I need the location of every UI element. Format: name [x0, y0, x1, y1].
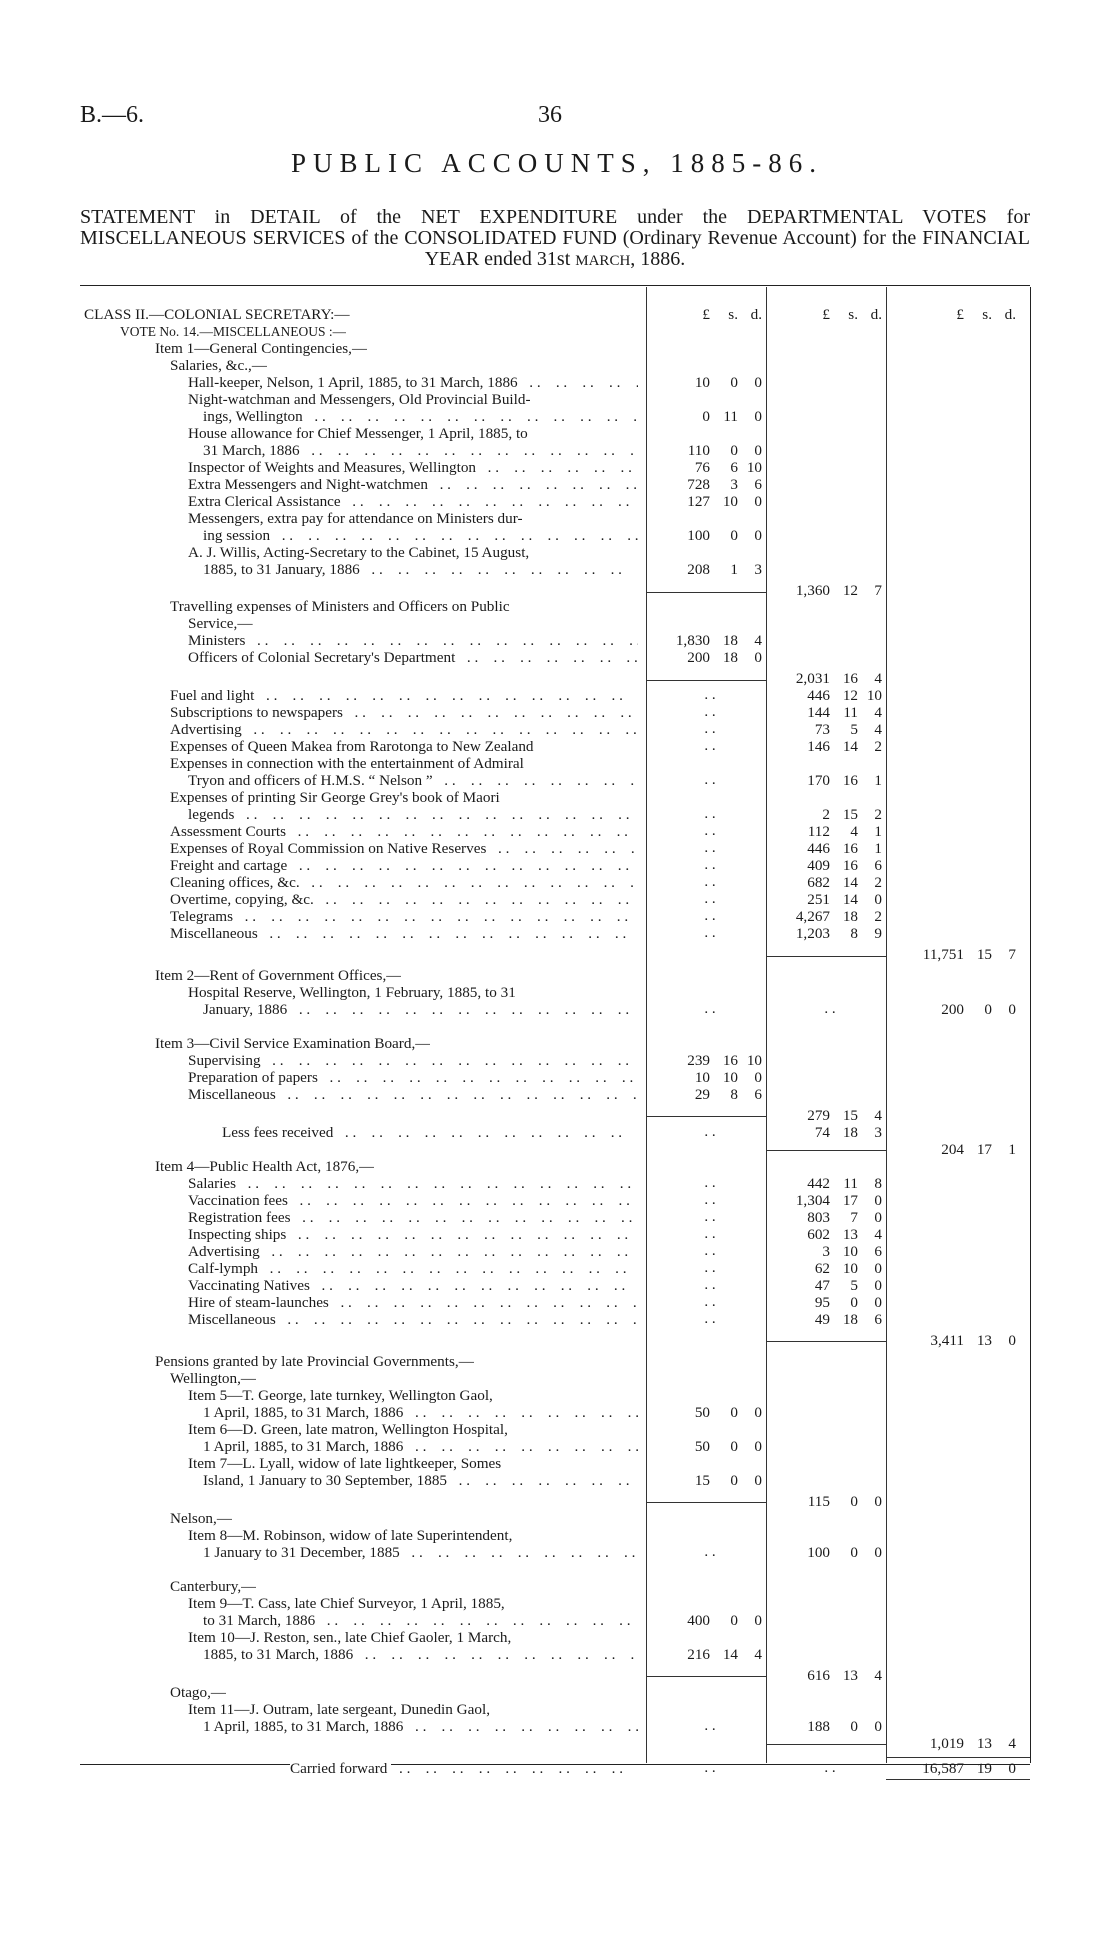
table-row — [0, 1277, 1114, 1294]
row-label: 1885, to 31 March, 1886 . . — [203, 1646, 638, 1663]
empty-cell-leader: . . — [704, 1175, 716, 1191]
subtotal-rule — [886, 1757, 1030, 1758]
amount-column-1: 216 14 4 — [687, 1646, 762, 1663]
row-label: Nelson,— — [170, 1510, 233, 1527]
amount-column-1: 208 1 3 — [687, 561, 762, 578]
row-label: Item 5—T. George, late turnkey, Wellington Gaol, — [188, 1387, 493, 1404]
row-label: Service,— — [188, 615, 253, 632]
row-label: Cleaning offices, &c. . . — [170, 874, 638, 891]
amount-column-1: 728 3 6 — [687, 476, 762, 493]
row-label: Expenses of printing Sir George Grey's book of Maori — [170, 789, 500, 806]
row-label: Supervising . . — [188, 1052, 638, 1069]
row-label: Vaccinating Natives . . — [188, 1277, 638, 1294]
row-label: Otago,— — [170, 1684, 227, 1701]
amount-column-2: 170 16 1 — [807, 772, 882, 789]
row-label: Travelling expenses of Ministers and Officers on Public — [170, 598, 510, 615]
row-label: A. J. Willis, Acting-Secretary to the Cabinet, 15 August, — [188, 544, 530, 561]
empty-cell-leader: . . — [704, 1209, 716, 1225]
amount-column-2: 74 18 3 — [814, 1124, 882, 1141]
amount-column-1: 127 10 0 — [687, 493, 762, 510]
row-label: 1 January to 31 December, 1885 . . — [203, 1544, 638, 1561]
amount-column-1: 100 0 0 — [687, 527, 762, 544]
empty-cell-leader: . . — [704, 891, 716, 907]
subtotal-rule — [886, 1779, 1030, 1780]
table-row — [0, 425, 1114, 442]
table-row — [0, 1370, 1114, 1387]
table-row — [0, 1578, 1114, 1595]
amount-column-2: 3 10 6 — [822, 1243, 882, 1260]
empty-cell-leader: . . — [704, 1243, 716, 1259]
table-row — [0, 615, 1114, 632]
empty-cell-leader: . . — [704, 806, 716, 822]
row-label: Preparation of papers . . — [188, 1069, 638, 1086]
table-row — [0, 1353, 1114, 1370]
row-label: Ministers . . — [188, 632, 638, 649]
table-row — [0, 1612, 1114, 1629]
amount-column-2: 95 0 0 — [814, 1294, 882, 1311]
empty-cell-leader: . . — [824, 1760, 836, 1776]
amount-column-3: 200 0 0 — [941, 1001, 1016, 1018]
table-row — [0, 1455, 1114, 1472]
amount-column-2: 2,031 16 4 — [795, 670, 882, 687]
empty-cell-leader: . . — [704, 840, 716, 856]
empty-cell-leader: . . — [704, 1760, 716, 1776]
row-label: CLASS II.—COLONIAL SECRETARY:— — [84, 306, 350, 323]
row-label: Fuel and light . . — [170, 687, 638, 704]
page-number: 36 — [538, 102, 562, 128]
row-label: ings, Wellington . . — [203, 408, 638, 425]
subtotal-rule — [646, 680, 766, 681]
table-row — [0, 857, 1114, 874]
empty-cell-leader: . . — [704, 772, 716, 788]
empty-cell-leader: . . — [704, 908, 716, 924]
table-row — [0, 1629, 1114, 1646]
table-row — [0, 755, 1114, 772]
subtotal-rule — [766, 956, 886, 957]
row-label: Item 8—M. Robinson, widow of late Superintendent, — [188, 1527, 513, 1544]
amount-column-2: 146 14 2 — [807, 738, 882, 755]
row-label: January, 1886 . . — [203, 1001, 638, 1018]
row-label: Telegrams . . — [170, 908, 638, 925]
amount-column-1: 0 11 0 — [702, 408, 762, 425]
table-row — [0, 891, 1114, 908]
amount-column-1: 50 0 0 — [694, 1404, 762, 1421]
table-row — [0, 544, 1114, 561]
row-label: Inspector of Weights and Measures, Wellington . . — [188, 459, 638, 476]
amount-column-2: 803 7 0 — [807, 1209, 882, 1226]
table-row — [0, 704, 1114, 721]
row-label: Miscellaneous . . — [188, 1086, 638, 1103]
amount-column-2: 49 18 6 — [814, 1311, 882, 1328]
row-label: Less fees received . . — [222, 1124, 638, 1141]
table-row — [0, 1243, 1114, 1260]
table-row — [0, 789, 1114, 806]
table-row — [0, 1472, 1114, 1489]
table-row — [0, 374, 1114, 391]
table-row — [0, 649, 1114, 666]
amount-column-1: 15 0 0 — [694, 1472, 762, 1489]
amount-column-3: 1,019 13 4 — [929, 1735, 1016, 1752]
table-row — [0, 598, 1114, 615]
row-label: Extra Messengers and Night-watchmen . . — [188, 476, 638, 493]
row-label: legends . . — [188, 806, 638, 823]
table-row — [0, 1052, 1114, 1069]
amount-column-2: 682 14 2 — [807, 874, 882, 891]
amount-column-2: 47 5 0 — [814, 1277, 882, 1294]
row-label: Overtime, copying, &c. . . — [170, 891, 638, 908]
row-label: Salaries, &c.,— — [170, 357, 268, 374]
amount-column-1: 10 0 0 — [694, 374, 762, 391]
row-label: Tryon and officers of H.M.S. “ Nelson ” . . — [188, 772, 638, 789]
subtotal-rule — [646, 1502, 766, 1503]
amount-column-1: 1,830 18 4 — [675, 632, 762, 649]
row-label: Advertising . . — [188, 1243, 638, 1260]
row-label: Carried forward . . — [290, 1760, 638, 1777]
row-label: Item 2—Rent of Government Offices,— — [155, 967, 402, 984]
empty-cell-leader: . . — [704, 1294, 716, 1310]
table-row — [0, 1175, 1114, 1192]
table-row — [0, 1260, 1114, 1277]
table-row — [0, 306, 1114, 323]
row-label: ing session . . — [203, 527, 638, 544]
table-row — [0, 772, 1114, 789]
table-row — [0, 1209, 1114, 1226]
row-label: 1 April, 1885, to 31 March, 1886 . . — [203, 1404, 638, 1421]
amount-column-1: 29 8 6 — [694, 1086, 762, 1103]
row-label: Extra Clerical Assistance . . — [188, 493, 638, 510]
amount-column-2: 188 0 0 — [807, 1718, 882, 1735]
table-row — [0, 1544, 1114, 1561]
row-label: Pensions granted by late Provincial Governments,— — [155, 1353, 474, 1370]
table-row — [0, 840, 1114, 857]
table-row — [0, 806, 1114, 823]
amount-column-2: 2 15 2 — [822, 806, 882, 823]
empty-cell-leader: . . — [704, 704, 716, 720]
row-label: Calf-lymph . . — [188, 1260, 638, 1277]
row-label: Officers of Colonial Secretary's Department . . — [188, 649, 638, 666]
table-row — [0, 1438, 1114, 1455]
amount-column-2: 616 13 4 — [807, 1667, 882, 1684]
row-label: Expenses of Queen Makea from Rarotonga to New Zealand — [170, 738, 534, 755]
empty-cell-leader: . . — [704, 823, 716, 839]
row-label: Assessment Courts . . — [170, 823, 638, 840]
row-label: Inspecting ships . . — [188, 1226, 638, 1243]
table-row — [0, 357, 1114, 374]
row-label: Night-watchman and Messengers, Old Provincial Build- — [188, 391, 531, 408]
table-row — [0, 1069, 1114, 1086]
column-heading-1: £ s. d. — [702, 306, 762, 323]
table-row — [0, 925, 1114, 942]
subtotal-rule — [766, 1341, 886, 1342]
subtotal-rule — [766, 1744, 886, 1745]
row-label: Canterbury,— — [170, 1578, 257, 1595]
table-row — [0, 908, 1114, 925]
row-label: Island, 1 January to 30 September, 1885 . . — [203, 1472, 638, 1489]
amount-column-1: 239 16 10 — [687, 1052, 762, 1069]
table-row — [0, 323, 1114, 340]
table-row — [0, 510, 1114, 527]
amount-column-1: 50 0 0 — [694, 1438, 762, 1455]
amount-column-2: 251 14 0 — [807, 891, 882, 908]
table-row — [0, 1226, 1114, 1243]
row-label: Wellington,— — [170, 1370, 257, 1387]
row-label: 1 April, 1885, to 31 March, 1886 . . — [203, 1718, 638, 1735]
empty-cell-leader: . . — [704, 1544, 716, 1560]
empty-cell-leader: . . — [704, 721, 716, 737]
row-label: Miscellaneous . . — [188, 1311, 638, 1328]
row-label: Miscellaneous . . — [170, 925, 638, 942]
table-row — [0, 687, 1114, 704]
statement-heading: STATEMENT in DETAIL of the NET EXPENDITURE under the DEPARTMENTAL VOTES for MISCELLANEOUS SERVICES of the CONSOLIDATED FUND (Ordinary Revenue Account) for the FINANCIAL YEAR ended 31st MARCH, 1886. — [80, 206, 1030, 270]
row-label: 31 March, 1886 . . — [203, 442, 638, 459]
empty-cell-leader: . . — [704, 1001, 716, 1017]
document-reference: B.—6. — [80, 102, 145, 128]
amount-column-3: 16,587 19 0 — [922, 1760, 1016, 1777]
subtotal-rule — [646, 1676, 766, 1677]
amount-column-2: 100 0 0 — [807, 1544, 882, 1561]
table-row — [0, 408, 1114, 425]
table-row — [0, 1387, 1114, 1404]
amount-column-1: 76 6 10 — [694, 459, 762, 476]
table-row — [0, 1646, 1114, 1663]
row-label: to 31 March, 1886 . . — [203, 1612, 638, 1629]
empty-cell-leader: . . — [704, 857, 716, 873]
row-label: Hall-keeper, Nelson, 1 April, 1885, to 31 March, 1886 . . — [188, 374, 638, 391]
table-row — [0, 823, 1114, 840]
subtotal-rule — [646, 1116, 766, 1117]
amount-column-2: 62 10 0 — [814, 1260, 882, 1277]
row-label: Salaries . . — [188, 1175, 638, 1192]
row-label: Hire of steam-launches . . — [188, 1294, 638, 1311]
amount-column-2: 279 15 4 — [807, 1107, 882, 1124]
amount-column-2: 73 5 4 — [814, 721, 882, 738]
amount-column-3: 3,411 13 0 — [930, 1332, 1016, 1349]
table-row — [0, 340, 1114, 357]
amount-column-1: 200 18 0 — [687, 649, 762, 666]
table-row — [0, 442, 1114, 459]
row-label: Item 1—General Contingencies,— — [155, 340, 368, 357]
table-row — [0, 527, 1114, 544]
row-label: Item 9—T. Cass, late Chief Surveyor, 1 April, 1885, — [188, 1595, 505, 1612]
row-label: 1885, to 31 January, 1886 . . — [203, 561, 638, 578]
table-row — [0, 1158, 1114, 1175]
row-label: Item 3—Civil Service Examination Board,— — [155, 1035, 431, 1052]
empty-cell-leader: . . — [704, 1124, 716, 1140]
table-row — [0, 493, 1114, 510]
amount-column-3: 204 17 1 — [941, 1141, 1016, 1158]
subtotal-rule — [766, 1150, 886, 1151]
table-row — [0, 476, 1114, 493]
table-row — [0, 721, 1114, 738]
amount-column-2: 442 11 8 — [807, 1175, 882, 1192]
row-label: Item 6—D. Green, late matron, Wellington Hospital, — [188, 1421, 508, 1438]
table-row — [0, 1527, 1114, 1544]
amount-column-2: 409 16 6 — [807, 857, 882, 874]
column-heading-3: £ s. d. — [956, 306, 1016, 323]
empty-cell-leader: . . — [704, 738, 716, 754]
amount-column-2: 446 16 1 — [807, 840, 882, 857]
table-row — [0, 459, 1114, 476]
page-title: PUBLIC ACCOUNTS, 1885-86. — [290, 148, 824, 178]
table-row — [0, 1294, 1114, 1311]
empty-cell-leader: . . — [824, 1001, 836, 1017]
table-row — [0, 1701, 1114, 1718]
table-row — [0, 1718, 1114, 1735]
amount-column-2: 1,360 12 7 — [795, 582, 882, 599]
subtotal-rule — [646, 592, 766, 593]
table-row — [0, 1311, 1114, 1328]
amount-column-2: 112 4 1 — [807, 823, 882, 840]
empty-cell-leader: . . — [704, 1192, 716, 1208]
table-row — [0, 561, 1114, 578]
table-row — [0, 1421, 1114, 1438]
table-row — [0, 1035, 1114, 1052]
table-row — [0, 967, 1114, 984]
amount-column-3: 11,751 15 7 — [922, 946, 1016, 963]
table-row — [0, 1404, 1114, 1421]
row-label: Item 11—J. Outram, late sergeant, Dunedin Gaol, — [188, 1701, 490, 1718]
row-label: Hospital Reserve, Wellington, 1 February, 1885, to 31 — [188, 984, 516, 1001]
row-label: Item 4—Public Health Act, 1876,— — [155, 1158, 375, 1175]
empty-cell-leader: . . — [704, 1226, 716, 1242]
empty-cell-leader: . . — [704, 1718, 716, 1734]
row-label: Messengers, extra pay for attendance on Ministers dur- — [188, 510, 523, 527]
table-row — [0, 1684, 1114, 1701]
empty-cell-leader: . . — [704, 925, 716, 941]
table-row — [0, 1192, 1114, 1209]
amount-column-2: 602 13 4 — [807, 1226, 882, 1243]
row-label: VOTE No. 14.—MISCELLANEOUS :— — [120, 324, 347, 339]
table-row — [0, 632, 1114, 649]
row-label: Item 10—J. Reston, sen., late Chief Gaoler, 1 March, — [188, 1629, 512, 1646]
table-row — [0, 1510, 1114, 1527]
row-label: Subscriptions to newspapers . . — [170, 704, 638, 721]
table-row — [0, 984, 1114, 1001]
row-label: Expenses of Royal Commission on Native Reserves . . — [170, 840, 638, 857]
empty-cell-leader: . . — [704, 874, 716, 890]
amount-column-1: 10 10 0 — [694, 1069, 762, 1086]
row-label: Freight and cartage . . — [170, 857, 638, 874]
row-label: Item 7—L. Lyall, widow of late lightkeeper, Somes — [188, 1455, 502, 1472]
row-label: Advertising . . — [170, 721, 638, 738]
amount-column-2: 1,304 17 0 — [795, 1192, 882, 1209]
table-row — [0, 1595, 1114, 1612]
column-heading-2: £ s. d. — [822, 306, 882, 323]
amount-column-2: 4,267 18 2 — [795, 908, 882, 925]
row-label: Registration fees . . — [188, 1209, 638, 1226]
amount-column-2: 446 12 10 — [807, 687, 882, 704]
row-label: 1 April, 1885, to 31 March, 1886 . . — [203, 1438, 638, 1455]
amount-column-2: 1,203 8 9 — [795, 925, 882, 942]
empty-cell-leader: . . — [704, 1311, 716, 1327]
table-row — [0, 738, 1114, 755]
row-label: Expenses in connection with the entertainment of Admiral — [170, 755, 524, 772]
empty-cell-leader: . . — [704, 687, 716, 703]
amount-column-2: 144 11 4 — [807, 704, 882, 721]
empty-cell-leader: . . — [704, 1260, 716, 1276]
table-row — [0, 1086, 1114, 1103]
table-row — [0, 874, 1114, 891]
table-row — [0, 391, 1114, 408]
row-label: Vaccination fees . . — [188, 1192, 638, 1209]
row-label: House allowance for Chief Messenger, 1 April, 1885, to — [188, 425, 528, 442]
empty-cell-leader: . . — [704, 1277, 716, 1293]
table-row — [0, 1124, 1114, 1141]
amount-column-1: 400 0 0 — [687, 1612, 762, 1629]
amount-column-2: 115 0 0 — [807, 1493, 882, 1510]
amount-column-1: 110 0 0 — [687, 442, 762, 459]
